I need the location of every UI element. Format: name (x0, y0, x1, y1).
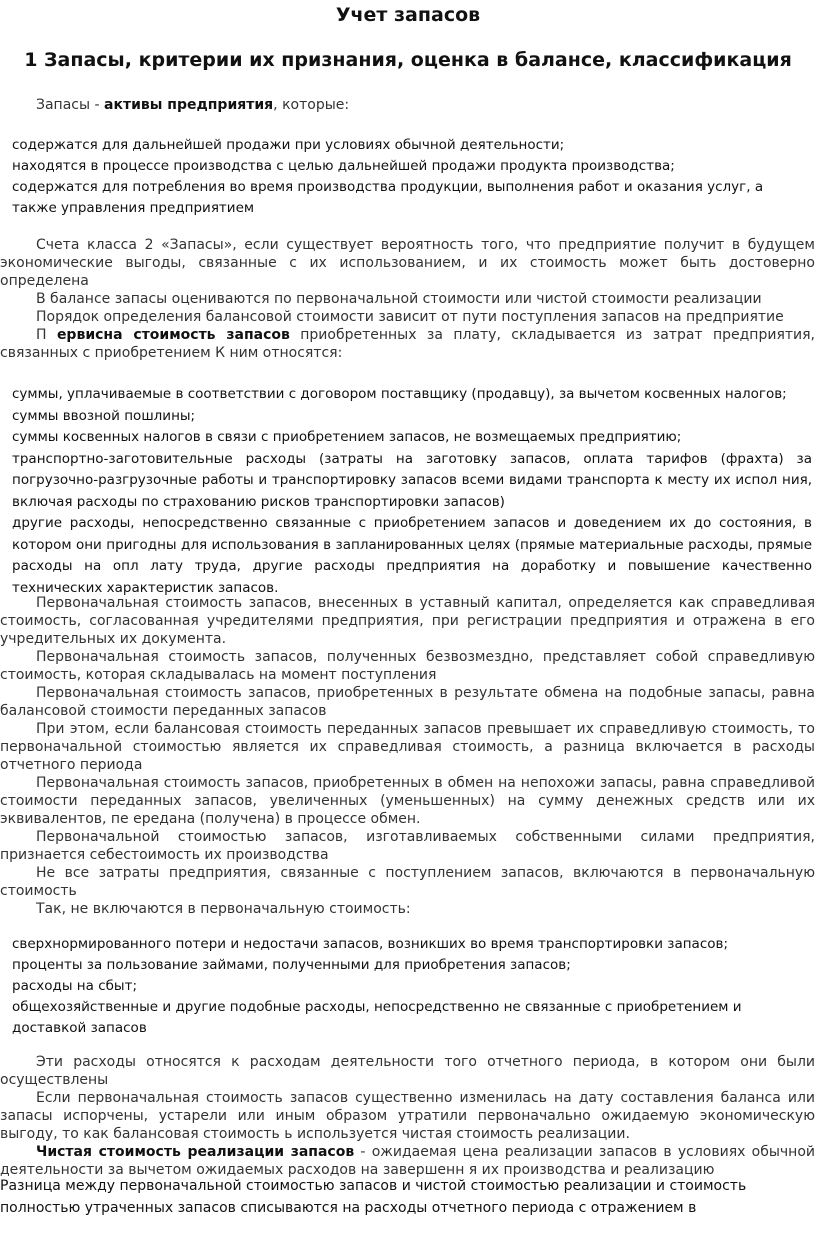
paragraph (0, 774, 815, 828)
intro-suffix: , которые: (273, 97, 350, 113)
cost-components-list (12, 384, 812, 599)
paragraph-text: приобретенных за плату, складывается из затрат предприятия, связанных с приобретением К ним относятся: (0, 327, 815, 361)
paragraph (0, 290, 815, 308)
list-item: содержатся для потребления во время производства продукции, выполнения работ и оказания услуг, а также управления предприятием (12, 179, 764, 216)
paragraph-text: Не все затраты предприятия, связанные с поступлением запасов, включаются в первоначальную стоимость (0, 865, 815, 899)
section-heading: 1 Запасы, критерии их признания, оценка в балансе, классификация (24, 49, 792, 71)
paragraph-text: Первоначальная стоимость запасов, приобретенных в результате обмена на подобные запасы, равна балансовой стоимости переданных запасов (0, 685, 815, 719)
paragraph-text: Эти расходы относятся к расходам деятельности того отчетного периода, в котором они были осуществлены (0, 1054, 815, 1088)
list-item: расходы на сбыт; (12, 978, 138, 994)
paragraph (0, 308, 815, 326)
paragraph-text: Если первоначальная стоимость запасов существенно изменилась на дату составления баланса или запасы испорчены, устарели или иным образом утратили первоначально ожидаемую экономическую выгоду, то как балансовая стоимость ь используется чистая стоимость реализации. (0, 1090, 815, 1142)
list-item: суммы ввозной пошлины; (12, 407, 196, 424)
paragraph (0, 1089, 815, 1143)
paragraph (0, 648, 815, 684)
intro-line (36, 97, 349, 113)
paragraph (0, 900, 815, 918)
paragraph (0, 1143, 815, 1179)
paragraph (0, 684, 815, 720)
paragraph (0, 864, 815, 900)
paragraph-text: Первоначальной стоимостью запасов, изготавливаемых собственными силами предприятия, признается себестоимость их производства (0, 829, 815, 863)
bold-term: Чистая стоимость реализации запасов (36, 1144, 355, 1160)
paragraph-block-1 (0, 236, 815, 362)
paragraph-text: Так, не включаются в первоначальную стоимость: (36, 901, 411, 917)
list-item: проценты за пользование займами, полученными для приобретения запасов; (12, 957, 571, 973)
excluded-costs-list (12, 934, 812, 1039)
paragraph (0, 720, 815, 774)
paragraph-block-3 (0, 1053, 815, 1179)
paragraph-text: Счета класса 2 «Запасы», если существует вероятность того, что предприятие получит в будущем экономические выгоды, связанные с их использованием, и их стоимость может быть достоверно определена (0, 237, 815, 289)
paragraph-text: Первоначальная стоимость запасов, приобретенных в обмен на непохожи запасы, равна справедливой стоимости переданных запасов, увеличенных (уменьшенных) на сумму денежных средств или их эквивалентов, пе ередана (получена) в процессе обмен. (0, 775, 815, 827)
paragraph (0, 594, 815, 648)
intro-prefix: Запасы - (36, 97, 104, 113)
list-item: находятся в процессе производства с целью дальнейшей продажи продукта производства; (12, 158, 675, 174)
paragraph-text: П (36, 327, 57, 343)
list-item: общехозяйственные и другие подобные расходы, непосредственно не связанные с приобретением и доставкой запасов (12, 999, 742, 1036)
paragraph-text: Порядок определения балансовой стоимости зависит от пути поступления запасов на предприятие (36, 309, 784, 325)
list-item: суммы косвенных налогов в связи с приобретением запасов, не возмещаемых предприятию; (12, 429, 682, 445)
paragraph (0, 236, 815, 290)
paragraph-block-2 (0, 594, 815, 918)
intro-bold-term: активы предприятия (104, 97, 274, 113)
criteria-list (12, 135, 812, 219)
list-item: содержатся для дальнейшей продажи при условиях обычной деятельности; (12, 137, 565, 153)
paragraph-text: Первоначальная стоимость запасов, внесенных в уставный капитал, определяется как справедливая стоимость, согласованная учредителями предприятия, при регистрации предприятия и отражена в его учредительных их документа. (0, 595, 815, 647)
page-title: Учет запасов (335, 4, 481, 26)
final-paragraph: Разница между первоначальной стоимостью запасов и чистой стоимостью реализации и стоимость полностью утраченных запасов списываются на расходы отчетного периода с отражением в (0, 1178, 747, 1216)
list-item: транспортно-заготовительные расходы (затраты на заготовку запасов, оплата тарифов (фрахта) за погрузочно-разгрузочные работы и транспортировку запасов всеми видами транспорта к месту их испол ния, включая расходы по страхованию рисков транспортировки запасов) (12, 450, 812, 510)
paragraph-text: - ожидаемая цена реализации запасов в условиях обычной деятельности за вычетом ожидаемых расходов на завершенн я их производства и реализацию (0, 1144, 815, 1178)
list-item: суммы, уплачиваемые в соответствии с договором поставщику (продавцу), за вычетом косвенных налогов; (12, 386, 787, 402)
paragraph-text: При этом, если балансовая стоимость переданных запасов превышает их справедливую стоимость, то первоначальной стоимостью является их справедливая стоимость, а разница включается в расходы отчетного периода (0, 721, 815, 773)
list-item: другие расходы, непосредственно связанные с приобретением запасов и доведением их до состояния, в котором они пригодны для использования в запланированных целях (прямые материальные расходы, прямые расходы на опл лату труда, другие расходы предприятия на доработку и повышение качественно технических характеристик запасов. (12, 515, 812, 596)
bold-term: ервисна стоимость запасов (56, 327, 290, 343)
paragraph (0, 326, 815, 362)
paragraph (0, 1053, 815, 1089)
paragraph-text: Первоначальная стоимость запасов, полученных безвозмездно, представляет собой справедливую стоимость, которая складывалась на момент поступления (0, 649, 815, 683)
paragraph (0, 828, 815, 864)
paragraph-text: В балансе запасы оцениваются по первоначальной стоимости или чистой стоимости реализации (36, 291, 762, 307)
list-item: сверхнормированного потери и недостачи запасов, возникших во время транспортировки запасов; (12, 936, 729, 952)
